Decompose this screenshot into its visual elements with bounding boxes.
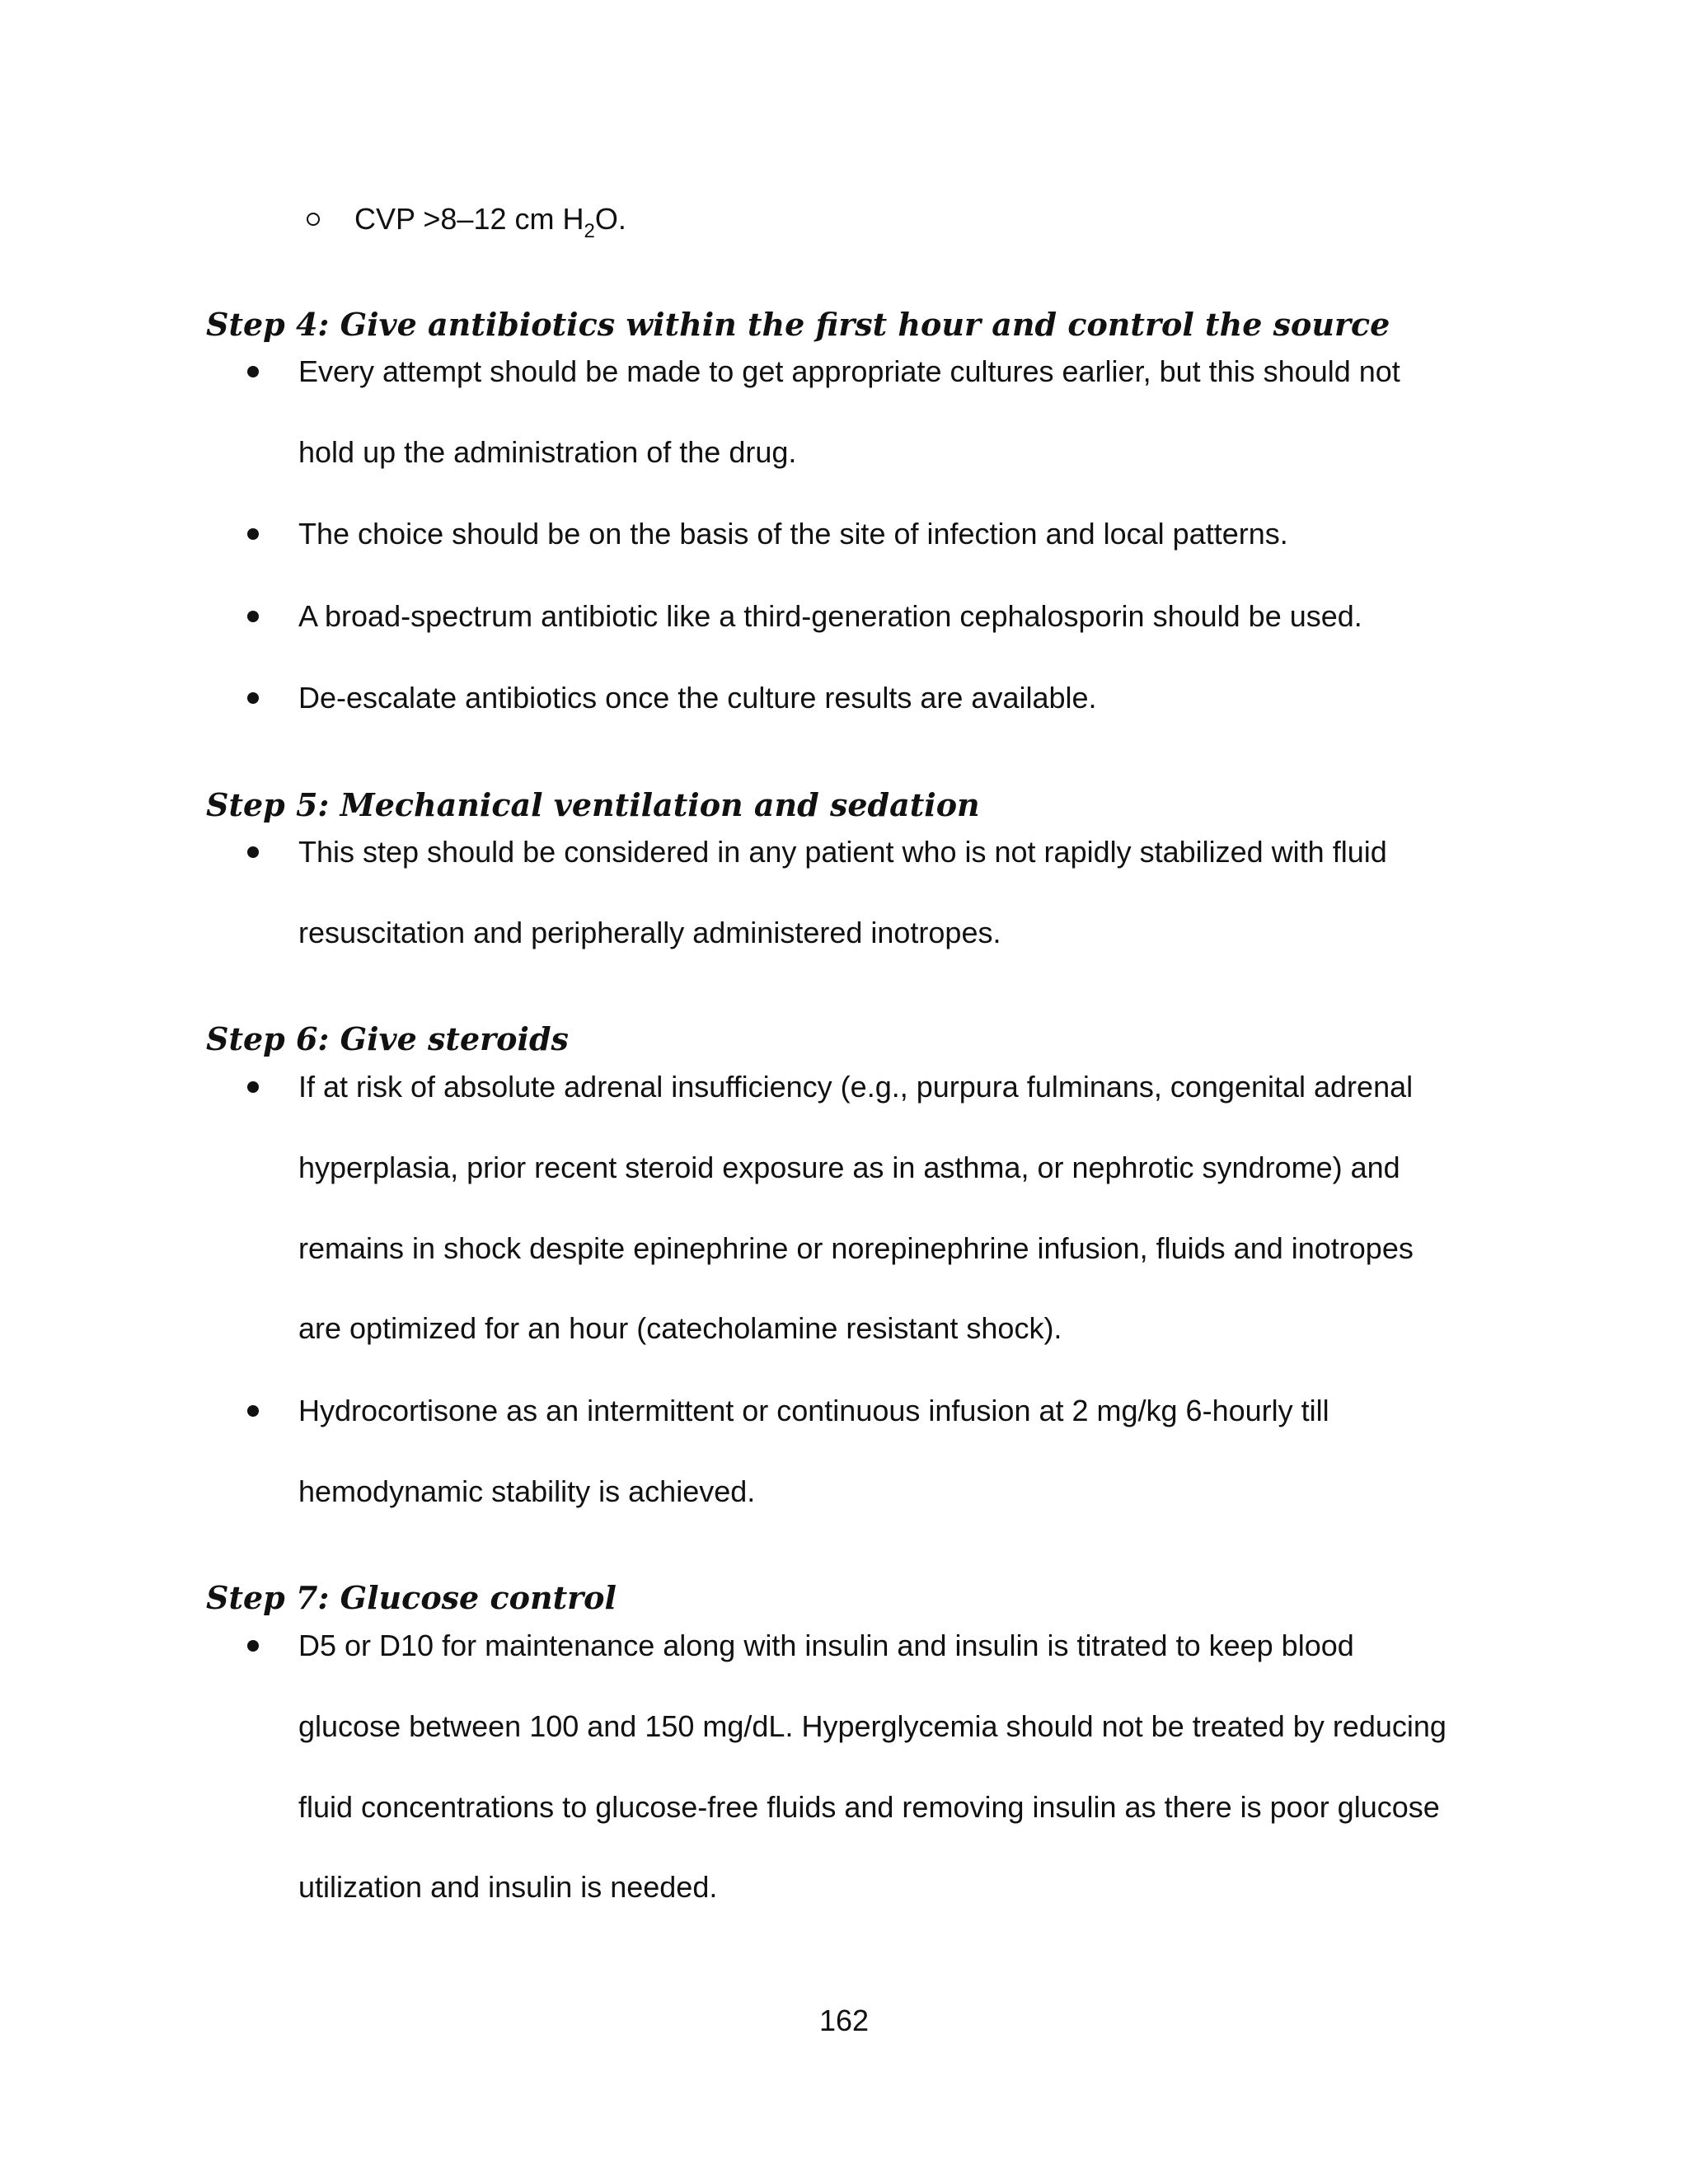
sub-bullet-marker bbox=[307, 213, 320, 226]
step4-bullet2-line1: The choice should be on the basis of the site of infection and local patterns. bbox=[298, 517, 1288, 551]
bullet-marker bbox=[247, 366, 259, 377]
step5-bullet1-line2: resuscitation and peripherally administered inotropes. bbox=[298, 916, 1001, 949]
cvp-subscript: 2 bbox=[584, 220, 595, 242]
step4-bullet3-line1: A broad-spectrum antibiotic like a third-generation cephalosporin should be used. bbox=[298, 599, 1362, 633]
step6-heading: Step 6: Give steroids bbox=[206, 1020, 569, 1057]
bullet-marker bbox=[247, 846, 259, 858]
step4-bullet1-line1: Every attempt should be made to get appropriate cultures earlier, but this should not bbox=[298, 354, 1400, 388]
step4-bullet4-line1: De-escalate antibiotics once the culture results are available. bbox=[298, 681, 1097, 715]
step7-heading: Step 7: Glucose control bbox=[206, 1579, 617, 1616]
step6-bullet1-line1: If at risk of absolute adrenal insufficiency (e.g., purpura fulminans, congenital adrenal bbox=[298, 1070, 1414, 1104]
step5-heading: Step 5: Mechanical ventilation and sedation bbox=[206, 786, 980, 823]
cvp-item-text bbox=[354, 201, 626, 241]
bullet-marker bbox=[247, 692, 259, 704]
step6-bullet1-line4: are optimized for an hour (catecholamine resistant shock). bbox=[298, 1311, 1062, 1345]
page-number: 162 bbox=[818, 2004, 870, 2037]
step7-bullet1-line1: D5 or D10 for maintenance along with insulin and insulin is titrated to keep blood bbox=[298, 1629, 1354, 1662]
step7-bullet1-line3: fluid concentrations to glucose-free fluids and removing insulin as there is poor glucose bbox=[298, 1790, 1440, 1824]
bullet-marker bbox=[247, 1640, 259, 1652]
step6-bullet1-line3: remains in shock despite epinephrine or norepinephrine infusion, fluids and inotropes bbox=[298, 1231, 1414, 1265]
step5-bullet1-line1: This step should be considered in any patient who is not rapidly stabilized with fluid bbox=[298, 835, 1387, 869]
step6-bullet1-line2: hyperplasia, prior recent steroid exposure as in asthma, or nephrotic syndrome) and bbox=[298, 1151, 1400, 1184]
step6-bullet2-line1: Hydrocortisone as an intermittent or continuous infusion at 2 mg/kg 6-hourly till bbox=[298, 1394, 1329, 1427]
cvp-prefix: CVP >8–12 cm H bbox=[354, 202, 584, 236]
bullet-marker bbox=[247, 1081, 259, 1093]
step6-bullet2-line2: hemodynamic stability is achieved. bbox=[298, 1474, 756, 1508]
bullet-marker bbox=[247, 528, 259, 540]
cvp-suffix: O. bbox=[594, 202, 626, 236]
step4-bullet1-line2: hold up the administration of the drug. bbox=[298, 435, 797, 469]
bullet-marker bbox=[247, 611, 259, 622]
step7-bullet1-line4: utilization and insulin is needed. bbox=[298, 1870, 718, 1904]
step7-bullet1-line2: glucose between 100 and 150 mg/dL. Hyperglycemia should not be treated by reducing bbox=[298, 1709, 1447, 1743]
bullet-marker bbox=[247, 1405, 259, 1417]
step4-heading: Step 4: Give antibiotics within the first hour and control the source bbox=[206, 306, 1390, 343]
